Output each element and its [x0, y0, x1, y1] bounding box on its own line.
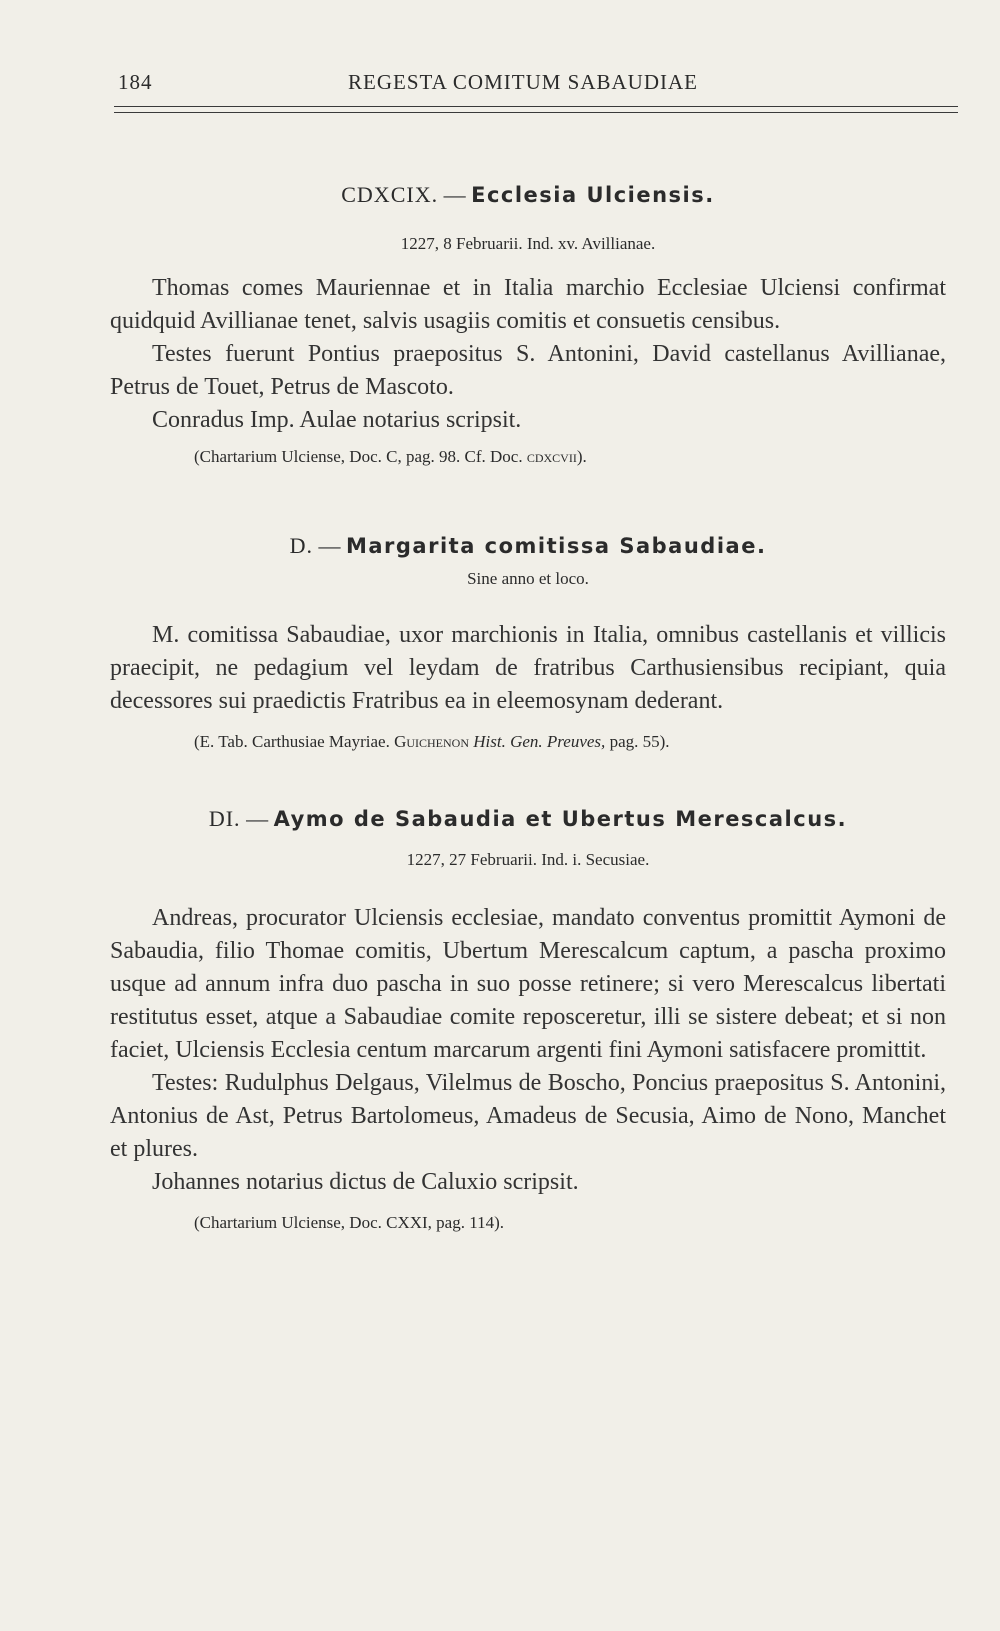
entry-number: D.	[289, 533, 313, 558]
entry-notary: Johannes notarius dictus de Caluxio scripsit.	[152, 1169, 579, 1195]
entry-heading	[110, 182, 946, 208]
page-content	[110, 182, 946, 1233]
entry-title: Ecclesia Ulciensis.	[471, 183, 715, 207]
source-work: Hist. Gen. Preuves,	[473, 732, 606, 751]
entry-source	[110, 732, 946, 752]
entry-heading	[110, 533, 946, 559]
entry-date: 1227, 27 Februarii. Ind. i. Secusiae.	[406, 850, 650, 869]
entry-heading	[110, 806, 946, 832]
page-number: 184	[118, 70, 153, 94]
entry-number: DI.	[208, 806, 241, 831]
heading-dash: —	[318, 533, 341, 558]
regest-entry	[110, 182, 946, 467]
regest-entry	[110, 533, 946, 752]
entry-summary: M. comitissa Sabaudiae, uxor marchionis in Italia, omnibus castellanis et villicis praecipit, ne pedagium vel leydam de fratribus Carthusiensibus recipiant, quia decessores sui praedictis Fratribus ea in eleemosynam dederant.	[110, 622, 946, 714]
heading-dash: —	[246, 806, 269, 831]
source-author: Guichenon	[394, 732, 470, 751]
source-text-end: ).	[576, 447, 587, 466]
entry-title: Aymo de Sabaudia et Ubertus Merescalcus.	[273, 807, 848, 831]
source-text: (Chartarium Ulciense, Doc. CXXI, pag. 114).	[194, 1213, 505, 1232]
entry-source	[110, 447, 946, 467]
header-rule	[114, 106, 958, 107]
entry-witnesses: Testes fuerunt Pontius praepositus S. Antonini, David castellanus Avillianae, Petrus de Touet, Petrus de Mascoto.	[110, 341, 946, 400]
entry-date: Sine anno et loco.	[467, 569, 589, 588]
regest-entry	[110, 806, 946, 1233]
entry-number: CDXCIX.	[341, 182, 439, 207]
entry-title: Margarita comitissa Sabaudiae.	[345, 534, 767, 558]
running-head	[118, 70, 958, 100]
heading-dash: —	[443, 182, 466, 207]
entry-witnesses: Testes: Rudulphus Delgaus, Vilelmus de Boscho, Poncius praepositus S. Antonini, Antonius de Ast, Petrus Bartolomeus, Amadeus de Secusia, Aimo de Nono, Manchet et plures.	[110, 1070, 946, 1162]
source-text: (E. Tab. Carthusiae Mayriae.	[194, 732, 390, 751]
source-reference: cdxcvii	[526, 447, 577, 466]
entry-date: 1227, 8 Februarii. Ind. xv. Avillianae.	[400, 234, 656, 253]
entry-notary: Conradus Imp. Aulae notarius scripsit.	[152, 407, 522, 433]
source-text: (Chartarium Ulciense, Doc. C, pag. 98. Cf. Doc.	[194, 447, 523, 466]
running-title: REGESTA COMITUM SABAUDIAE	[348, 70, 698, 94]
entry-source	[110, 1213, 946, 1233]
entry-summary: Thomas comes Mauriennae et in Italia marchio Ecclesiae Ulciensi confirmat quidquid Avillianae tenet, salvis usagiis comitis et consuetis censibus.	[110, 275, 946, 334]
entry-summary: Andreas, procurator Ulciensis ecclesiae, mandato conventus promittit Aymoni de Sabaudia, filio Thomae comitis, Ubertum Merescalcum captum, a pascha proximo usque ad annum infra duo pascha in suo posse retinere; si vero Merescalcus libertati restitutus esset, atque a Sabaudiae comite reposceretur, illi se sistere debeat; et si non faciet, Ulciensis Ecclesia centum marcarum argenti fini Aymoni satisfacere promittit.	[110, 905, 946, 1063]
source-text-end: pag. 55).	[609, 732, 670, 751]
header-rule	[114, 112, 958, 113]
